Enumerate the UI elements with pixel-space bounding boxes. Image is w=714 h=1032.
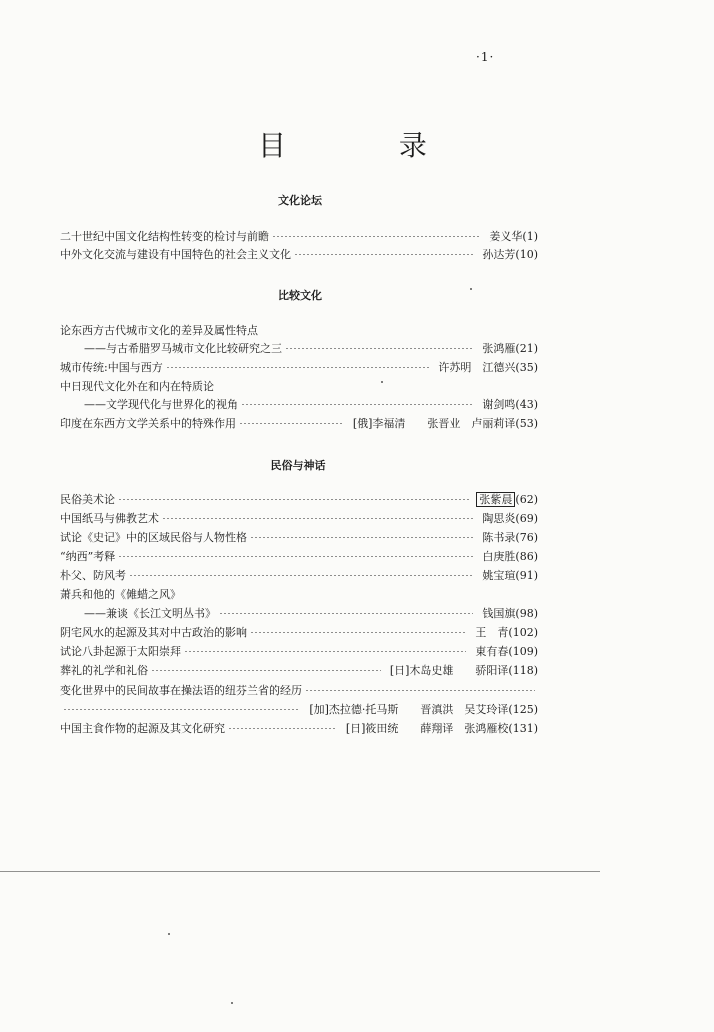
- toc-entry: [60, 510, 538, 526]
- entry-subtitle: ——文学现代化与世界化的视角: [84, 398, 238, 411]
- toc-entry: [60, 529, 538, 545]
- entry-author: 東有春: [475, 645, 509, 658]
- toc-entry: [60, 378, 538, 394]
- toc-entry: [60, 682, 538, 698]
- entry-page: (98): [515, 606, 538, 620]
- entry-author: [日]木岛史雄 骄阳译: [389, 664, 509, 677]
- entry-author: [俄]李福清 张晋业 卢丽莉译: [352, 417, 516, 430]
- entry-title: 中国主食作物的起源及其文化研究: [60, 722, 225, 735]
- leader-dots: [129, 575, 473, 576]
- leader-dots: [228, 728, 337, 729]
- entry-author: 王 青: [475, 626, 509, 639]
- toc-entry-subtitle: [84, 340, 538, 356]
- section-heading-culture-forum: 文化论坛: [278, 194, 322, 207]
- toc-entry: [60, 415, 538, 431]
- entry-title: 中外文化交流与建设有中国特色的社会主义文化: [60, 248, 291, 261]
- leader-dots: [305, 690, 535, 691]
- entry-page: (86): [515, 549, 538, 563]
- entry-author: [日]筱田统 薛翔译 张鸿雁校: [345, 722, 509, 735]
- leader-dots: [118, 499, 469, 500]
- entry-author: [加]杰拉德·托马斯 晋滇洪 吴艾玲译: [309, 703, 509, 716]
- toc-entry: [60, 246, 538, 262]
- entry-page: (10): [515, 247, 538, 261]
- entry-page: (43): [515, 397, 538, 411]
- entry-title: 民俗美术论: [60, 493, 115, 506]
- entry-page: (53): [515, 416, 538, 430]
- entry-title: 阴宅风水的起源及其对中古政治的影响: [60, 626, 247, 639]
- leader-dots: [241, 404, 473, 405]
- toc-entry-subtitle: [84, 396, 538, 412]
- leader-dots: [294, 254, 473, 255]
- page-title: 目 录: [258, 129, 479, 162]
- toc-entry: [60, 624, 538, 640]
- toc-entry: [60, 322, 538, 338]
- leader-dots: [162, 518, 473, 519]
- scan-speck: [470, 288, 472, 290]
- scan-speck: [381, 381, 383, 383]
- entry-author-boxed: 张紫晨: [476, 492, 515, 507]
- entry-page: (131): [508, 721, 538, 735]
- entry-author: 钱国旗: [482, 607, 516, 620]
- leader-dots: [118, 556, 473, 557]
- entry-page: (69): [515, 511, 538, 525]
- entry-title: 城市传统:中国与西方: [60, 361, 163, 374]
- toc-entry: [60, 586, 538, 602]
- entry-page: (76): [515, 530, 538, 544]
- entry-page: (109): [508, 644, 538, 658]
- entry-page: (91): [515, 568, 538, 582]
- entry-title: 印度在东西方文学关系中的特殊作用: [60, 417, 236, 430]
- toc-entry-continuation: [60, 701, 538, 717]
- entry-title: 葬礼的礼学和礼俗: [60, 664, 148, 677]
- entry-author: 张鸿雁: [482, 342, 516, 355]
- entry-page: (102): [508, 625, 538, 639]
- entry-title: 朴父、防风考: [60, 569, 126, 582]
- leader-dots: [166, 367, 430, 368]
- entry-author: 姚宝瑄: [482, 569, 516, 582]
- entry-title: 中国纸马与佛教艺术: [60, 512, 159, 525]
- entry-subtitle: ——与古希腊罗马城市文化比较研究之三: [84, 342, 282, 355]
- entry-page: (35): [515, 360, 538, 374]
- toc-entry: [60, 662, 538, 678]
- entry-title: 论东西方古代城市文化的差异及属性特点: [60, 324, 258, 337]
- entry-page: (1): [522, 229, 538, 243]
- entry-page: (118): [508, 663, 538, 677]
- section-heading-folklore-myth: 民俗与神话: [270, 459, 326, 472]
- entry-page: (125): [508, 702, 538, 716]
- scan-speck: [168, 933, 170, 935]
- leader-dots: [219, 613, 473, 614]
- leader-dots: [184, 651, 466, 652]
- toc-entry: [60, 567, 538, 583]
- toc-entry: [60, 643, 538, 659]
- entry-title: 中日现代文化外在和内在特质论: [60, 380, 214, 393]
- toc-entry-subtitle: [84, 605, 538, 621]
- leader-dots: [151, 670, 381, 671]
- entry-title: 变化世界中的民间故事在操法语的纽芬兰省的经历: [60, 684, 302, 697]
- section-heading-comparative-culture: 比较文化: [278, 289, 322, 302]
- entry-title: 试论《史记》中的区域民俗与人物性格: [60, 531, 247, 544]
- leader-dots: [250, 632, 466, 633]
- scan-edge-line: [0, 871, 600, 872]
- scan-speck: [231, 1002, 233, 1004]
- entry-page: (21): [515, 341, 538, 355]
- toc-entry: [60, 491, 538, 507]
- entry-author: 陶思炎: [482, 512, 516, 525]
- entry-title: 二十世纪中国文化结构性转变的检讨与前瞻: [60, 230, 269, 243]
- leader-dots: [272, 236, 480, 237]
- entry-title: 萧兵和他的《傩蜡之风》: [60, 588, 181, 601]
- toc-entry: [60, 548, 538, 564]
- entry-title: 试论八卦起源于太阳崇拜: [60, 645, 181, 658]
- entry-author: 孙达芳: [482, 248, 516, 261]
- toc-entry: [60, 720, 538, 736]
- entry-title: “纳西”考释: [60, 550, 116, 563]
- leader-dots: [63, 709, 300, 710]
- page-number: ·1·: [476, 50, 495, 64]
- leader-dots: [239, 423, 344, 424]
- entry-author: 谢剑鸣: [482, 398, 516, 411]
- entry-author: 姜义华: [489, 230, 523, 243]
- entry-author: 白庚胜: [482, 550, 516, 563]
- leader-dots: [250, 537, 473, 538]
- entry-subtitle: ——兼谈《长江文明丛书》: [84, 607, 216, 620]
- entry-page: (62): [515, 492, 538, 506]
- entry-author: 陈书录: [482, 531, 516, 544]
- entry-author: 许苏明 江德兴: [438, 361, 516, 374]
- toc-entry: [60, 228, 538, 244]
- leader-dots: [285, 348, 473, 349]
- toc-entry: [60, 359, 538, 375]
